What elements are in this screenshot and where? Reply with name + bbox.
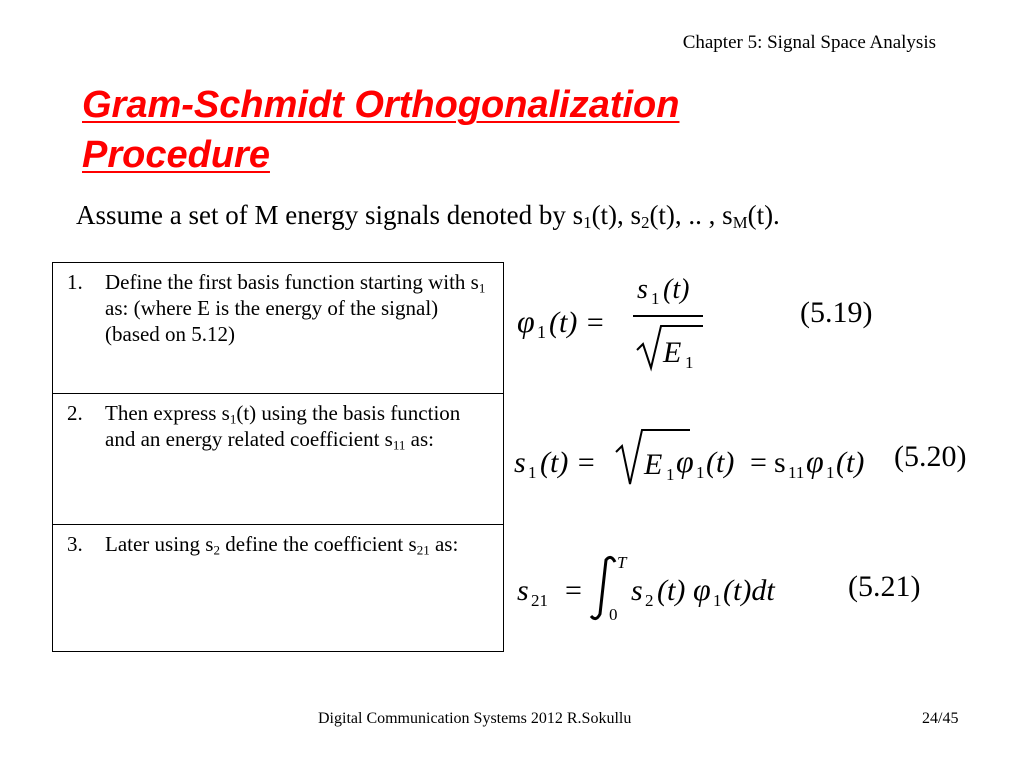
step-3-text xyxy=(105,531,491,557)
step-2-sub-2: 11 xyxy=(392,437,406,453)
eq521-s2: s xyxy=(631,574,643,607)
eq519-num-t: (t) xyxy=(663,274,690,305)
step-3 xyxy=(53,524,503,652)
eq521-sub21: 21 xyxy=(531,591,548,610)
eq519-number: (5.19) xyxy=(800,296,873,329)
step-1 xyxy=(53,263,503,393)
step-1-text-a: Define the first basis function starting with s xyxy=(105,270,479,294)
eq521-phi: φ xyxy=(693,571,711,607)
step-1-text xyxy=(105,269,491,347)
intro-part-3: (t), .. , s xyxy=(649,200,733,230)
eq520-end-t: (t) xyxy=(836,446,865,479)
eq520-phi-2-sub: 1 xyxy=(826,463,835,482)
step-2-sub: 1 xyxy=(229,411,237,427)
intro-sub-1: 1 xyxy=(583,213,592,233)
eq520-sub11: 11 xyxy=(788,463,805,482)
step-1-sub: 1 xyxy=(478,280,486,296)
step-3-number: 3. xyxy=(67,532,83,556)
eq521-tail: (t)dt xyxy=(723,574,775,607)
step-2-text xyxy=(105,400,491,452)
eq519-phi: φ xyxy=(517,303,535,339)
eq520-phi: φ xyxy=(676,443,694,479)
eq521-upper-limit: T xyxy=(617,553,627,572)
eq520-s11: s xyxy=(774,446,786,479)
page-number: 24/45 xyxy=(922,710,959,727)
eq521-number: (5.21) xyxy=(848,570,921,603)
eq519-lhs-t: (t) = xyxy=(549,306,606,339)
eq521-lower-limit: 0 xyxy=(609,605,618,624)
eq521-equals: = xyxy=(565,574,582,607)
intro-part-2: (t), s xyxy=(591,200,642,230)
step-2-text-b: (t) using the basis function and an energy related coefficient s xyxy=(105,401,461,451)
eq519-num-s: s xyxy=(637,274,648,305)
slide-title xyxy=(82,80,902,180)
step-3-sub-2: 21 xyxy=(416,542,430,558)
step-2-number: 2. xyxy=(67,401,83,425)
steps-table xyxy=(52,262,504,652)
eq521-sub2: 2 xyxy=(645,591,654,610)
eq519-sub1: 1 xyxy=(537,322,546,342)
equation-5-21 xyxy=(515,550,815,626)
intro-part-4: (t). xyxy=(747,200,780,230)
equation-5-19 xyxy=(515,270,705,380)
chapter-header: Chapter 5: Signal Space Analysis xyxy=(682,32,936,53)
intro-part-1: Assume a set of M energy signals denoted by s xyxy=(76,200,584,230)
eq521-s: s xyxy=(517,574,529,607)
title-line-1: Gram-Schmidt Orthogonalization xyxy=(82,84,680,126)
eq519-den-e: E xyxy=(663,336,682,369)
eq520-equals: = xyxy=(750,446,767,479)
step-1-number: 1. xyxy=(67,270,83,294)
step-3-text-a: Later using s xyxy=(105,532,214,556)
intro-sub-2: 2 xyxy=(641,213,650,233)
eq519-num-sub: 1 xyxy=(651,289,660,308)
equation-5-20 xyxy=(512,422,892,494)
intro-text xyxy=(76,200,780,231)
eq520-phi-2: φ xyxy=(806,443,824,479)
eq521-integrand-t: (t) xyxy=(657,574,686,607)
eq520-s: s xyxy=(514,446,526,479)
step-3-text-b: define the coefficient s xyxy=(220,532,417,556)
eq520-sub1: 1 xyxy=(528,463,537,482)
footer-text: Digital Communication Systems 2012 R.Sokullu xyxy=(318,710,632,727)
step-2 xyxy=(53,393,503,524)
eq520-e-sub: 1 xyxy=(666,465,675,484)
eq520-lhs-t: (t) = xyxy=(540,446,597,479)
step-1-text-b: as: (where E is the energy of the signal) (based on 5.12) xyxy=(105,296,439,346)
eq521-phi-sub: 1 xyxy=(713,591,722,610)
eq520-e: E xyxy=(644,448,663,481)
eq520-mid-t: (t) xyxy=(706,446,735,479)
title-line-2: Procedure xyxy=(82,134,270,176)
intro-sub-m: M xyxy=(732,213,748,233)
step-2-text-c: as: xyxy=(405,427,434,451)
eq519-den-sub: 1 xyxy=(685,353,694,372)
step-3-text-c: as: xyxy=(429,532,459,556)
eq520-number: (5.20) xyxy=(894,440,967,473)
step-3-sub: 2 xyxy=(213,542,220,558)
step-2-text-a: Then express s xyxy=(105,401,230,425)
eq520-phi-sub: 1 xyxy=(696,463,705,482)
